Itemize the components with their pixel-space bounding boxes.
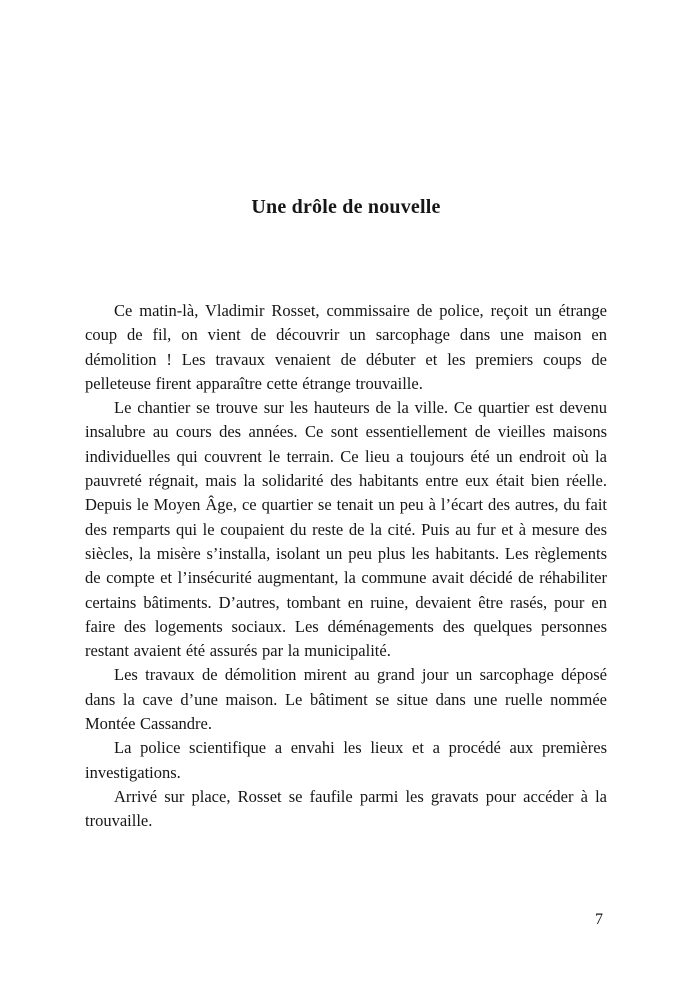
page-number: 7 <box>595 911 603 928</box>
paragraph: Arrivé sur place, Rosset se faufile parmi les gravats pour accéder à la trouvaille. <box>85 786 607 831</box>
paragraph: Le chantier se trouve sur les hauteurs de la ville. Ce quartier est devenu insalubre au cours des années. Ce sont essentiellement de vieilles maisons individuelles qui couvrent le terrain. Ce lieu a toujours été un endroit où la pauvreté régnait, mais la solidarité des habitants entre eux était bien réelle. Depuis le Moyen Âge, ce quartier se tenait un peu à l’écart des autres, du fait des remparts qui le coupaient du reste de la cité. Puis au fur et à mesure des siècles, la misère s’installa, isolant un peu plus les habitants. Les règlements de compte et l’insécurité augmentant, la commune avait décidé de réhabiliter certains bâtiments. D’autres, tombant en ruine, devaient être rasés, pour en faire des logements sociaux. Les déménagements des quelques personnes restant avaient été assurés par la municipalité. <box>85 398 607 661</box>
paragraph: Ce matin-là, Vladimir Rosset, commissaire de police, reçoit un étrange coup de fil, on vient de découvrir un sarcophage dans une maison en démolition ! Les travaux venaient de débuter et les premiers coups de pelleteuse firent apparaître cette étrange trouvaille. <box>85 301 607 393</box>
paragraph: Les travaux de démolition mirent au grand jour un sarcophage déposé dans la cave d’une maison. Le bâtiment se situe dans une ruelle nommée Montée Cassandre. <box>85 665 607 734</box>
chapter-title: Une drôle de nouvelle <box>251 196 441 218</box>
paragraph: La police scientifique a envahi les lieux et a procédé aux premières investigations. <box>85 738 607 782</box>
page-body <box>85 299 607 834</box>
